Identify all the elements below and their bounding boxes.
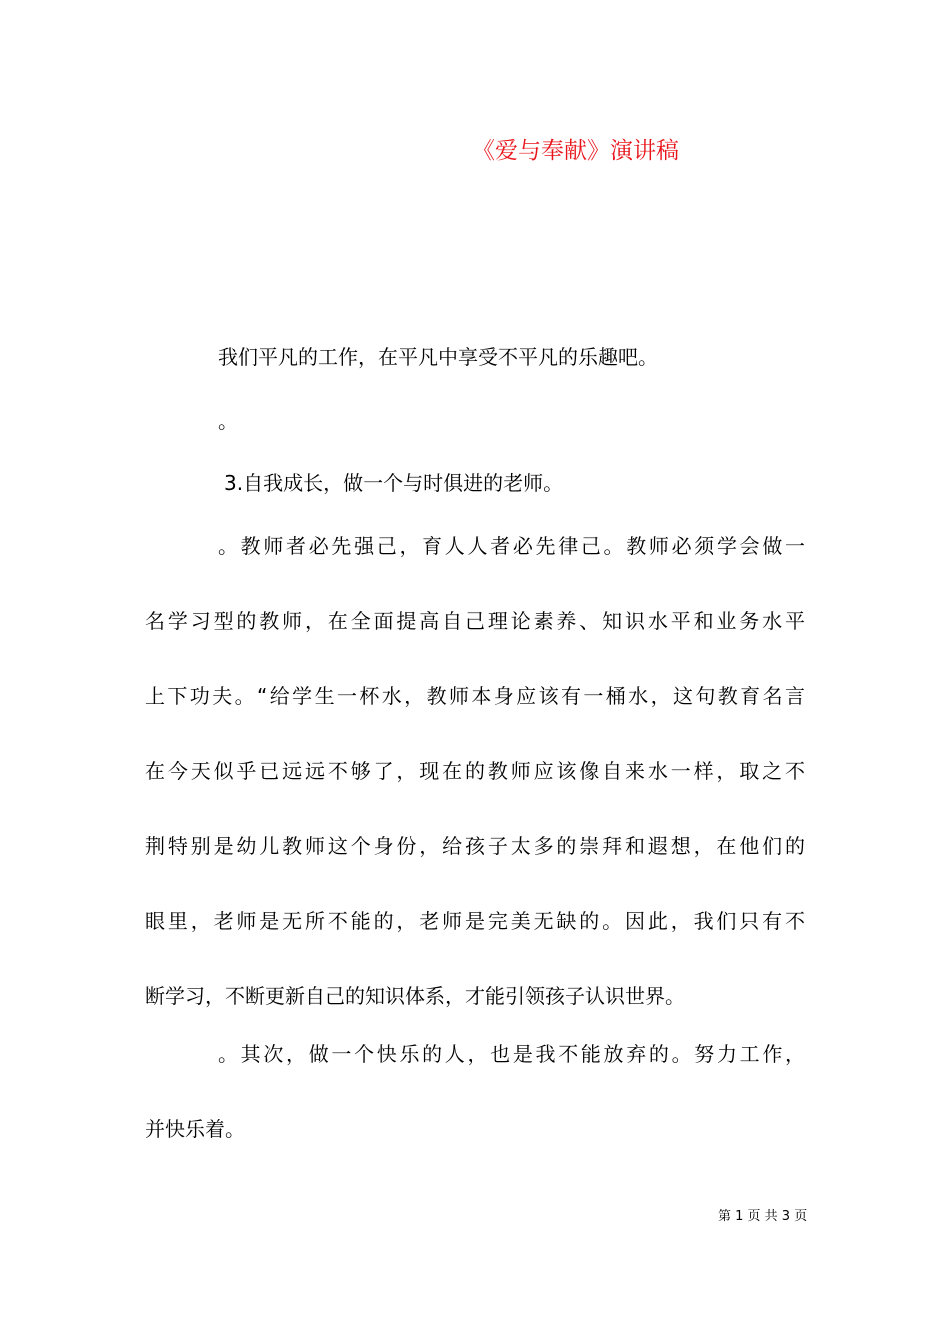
paragraph-line: 在今天似乎已远远不够了，现在的教师应该像自来水一样，取之不 bbox=[145, 759, 805, 783]
paragraph-5 bbox=[145, 1017, 805, 1167]
paragraph-line: 荆特别是幼儿教师这个身份，给孩子太多的崇拜和遐想，在他们的 bbox=[145, 834, 805, 858]
paragraph-line: 并快乐着。 bbox=[145, 1117, 245, 1141]
paragraph-line: 断学习，不断更新自己的知识体系，才能引领孩子认识世界。 bbox=[145, 984, 685, 1008]
page-number-footer: 第 1 页 共 3 页 bbox=[718, 1209, 808, 1224]
paragraph-4 bbox=[145, 509, 805, 1034]
paragraph-line: 上下功夫。“给学生一杯水，教师本身应该有一桶水，这句教育名言 bbox=[145, 684, 805, 708]
paragraph-line: 。其次，做一个快乐的人，也是我不能放弃的。努力工作， bbox=[218, 1042, 805, 1066]
paragraph-line: 。 bbox=[218, 409, 238, 433]
paragraph-line: 。教师者必先强己，育人人者必先律己。教师必须学会做一 bbox=[218, 534, 805, 558]
paragraph-line: 名学习型的教师，在全面提高自己理论素养、知识水平和业务水平 bbox=[145, 609, 805, 633]
paragraph-line: 眼里，老师是无所不能的，老师是完美无缺的。因此，我们只有不 bbox=[145, 909, 805, 933]
paragraph-line: 3.自我成长，做一个与时俱进的老师。 bbox=[224, 471, 564, 495]
document-title: 《爱与奉献》演讲稿 bbox=[472, 138, 679, 164]
paragraph-line: 我们平凡的工作，在平凡中享受不平凡的乐趣吧。 bbox=[218, 345, 658, 369]
